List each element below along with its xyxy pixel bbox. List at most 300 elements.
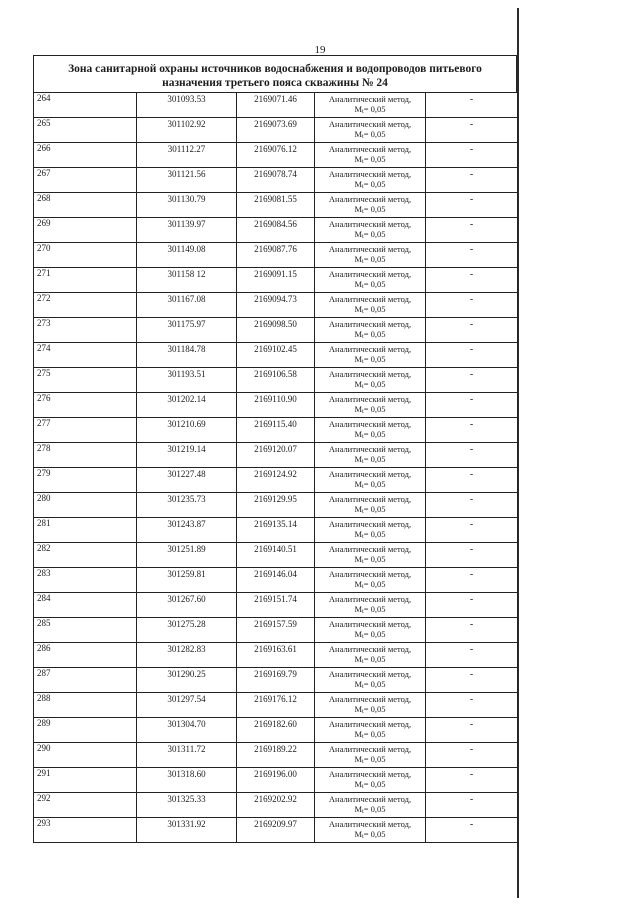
- table-row: [34, 268, 518, 293]
- accuracy-symbol: M: [354, 729, 363, 739]
- method-accuracy: [315, 104, 425, 117]
- method-name: Аналитический метод,: [328, 619, 412, 629]
- x-coordinate-cell: 301304.70: [137, 718, 237, 743]
- description-cell: -: [426, 193, 518, 218]
- method-cell: [315, 318, 426, 343]
- method-name: Аналитический метод,: [328, 694, 412, 704]
- y-coordinate-cell: 2169124.92: [237, 468, 315, 493]
- table-row: [34, 718, 518, 743]
- method-accuracy: [315, 279, 425, 292]
- method-cell: [315, 693, 426, 718]
- method-name: Аналитический метод,: [328, 594, 412, 604]
- accuracy-symbol: M: [354, 204, 363, 214]
- method-cell: [315, 343, 426, 368]
- method-name: Аналитический метод,: [328, 644, 412, 654]
- accuracy-symbol: M: [354, 579, 363, 589]
- point-number-cell: 275: [34, 368, 137, 393]
- description-cell: -: [426, 468, 518, 493]
- accuracy-subscript: t: [362, 434, 364, 440]
- table-row: [34, 143, 518, 168]
- table-row: [34, 593, 518, 618]
- method-name: Аналитический метод,: [328, 444, 412, 454]
- accuracy-value: = 0,05: [363, 404, 386, 414]
- title-line-2: назначения третьего пояса скважины № 24: [162, 77, 388, 89]
- method-name: Аналитический метод,: [328, 544, 412, 554]
- accuracy-symbol: M: [354, 704, 363, 714]
- x-coordinate-cell: 301175.97: [137, 318, 237, 343]
- description-cell: -: [426, 793, 518, 818]
- y-coordinate-cell: 2169182.60: [237, 718, 315, 743]
- y-coordinate-cell: 2169115.40: [237, 418, 315, 443]
- accuracy-value: = 0,05: [363, 279, 386, 289]
- y-coordinate-cell: 2169084.56: [237, 218, 315, 243]
- method-accuracy: [315, 579, 425, 592]
- y-coordinate-cell: 2169102.45: [237, 343, 315, 368]
- description-cell: -: [426, 593, 518, 618]
- description-cell: -: [426, 393, 518, 418]
- method-name: Аналитический метод,: [328, 819, 412, 829]
- method-name: Аналитический метод,: [328, 469, 412, 479]
- description-cell: -: [426, 268, 518, 293]
- method-accuracy: [315, 704, 425, 717]
- accuracy-value: = 0,05: [363, 454, 386, 464]
- method-cell: [315, 518, 426, 543]
- point-number-cell: 264: [34, 93, 137, 118]
- method-cell: [315, 643, 426, 668]
- accuracy-symbol: M: [354, 654, 363, 664]
- accuracy-value: = 0,05: [363, 354, 386, 364]
- method-cell: [315, 468, 426, 493]
- x-coordinate-cell: 301112.27: [137, 143, 237, 168]
- method-name: Аналитический метод,: [328, 194, 412, 204]
- y-coordinate-cell: 2169135.14: [237, 518, 315, 543]
- description-cell: -: [426, 368, 518, 393]
- method-accuracy: [315, 204, 425, 217]
- accuracy-symbol: M: [354, 404, 363, 414]
- method-cell: [315, 568, 426, 593]
- accuracy-symbol: M: [354, 479, 363, 489]
- method-cell: [315, 393, 426, 418]
- accuracy-symbol: M: [354, 129, 363, 139]
- table-row: [34, 393, 518, 418]
- description-cell: -: [426, 643, 518, 668]
- accuracy-value: = 0,05: [363, 179, 386, 189]
- accuracy-subscript: t: [362, 534, 364, 540]
- y-coordinate-cell: 2169169.79: [237, 668, 315, 693]
- table-row: [34, 193, 518, 218]
- description-cell: -: [426, 543, 518, 568]
- table-row: [34, 443, 518, 468]
- method-accuracy: [315, 604, 425, 617]
- x-coordinate-cell: 301297.54: [137, 693, 237, 718]
- method-name: Аналитический метод,: [328, 119, 412, 129]
- method-accuracy: [315, 754, 425, 767]
- accuracy-subscript: t: [362, 284, 364, 290]
- accuracy-subscript: t: [362, 784, 364, 790]
- method-accuracy: [315, 654, 425, 667]
- point-number-cell: 292: [34, 793, 137, 818]
- point-number-cell: 269: [34, 218, 137, 243]
- table-row: [34, 418, 518, 443]
- accuracy-subscript: t: [362, 709, 364, 715]
- description-cell: -: [426, 318, 518, 343]
- accuracy-subscript: t: [362, 634, 364, 640]
- coordinates-table-body: [34, 93, 518, 843]
- table-row: [34, 343, 518, 368]
- method-name: Аналитический метод,: [328, 719, 412, 729]
- y-coordinate-cell: 2169157.59: [237, 618, 315, 643]
- accuracy-symbol: M: [354, 629, 363, 639]
- point-number-cell: 284: [34, 593, 137, 618]
- method-name: Аналитический метод,: [328, 169, 412, 179]
- table-row: [34, 643, 518, 668]
- accuracy-symbol: M: [354, 779, 363, 789]
- accuracy-subscript: t: [362, 659, 364, 665]
- point-number-cell: 265: [34, 118, 137, 143]
- method-accuracy: [315, 804, 425, 817]
- y-coordinate-cell: 2169076.12: [237, 143, 315, 168]
- accuracy-value: = 0,05: [363, 804, 386, 814]
- point-number-cell: 281: [34, 518, 137, 543]
- accuracy-subscript: t: [362, 109, 364, 115]
- table-row: [34, 468, 518, 493]
- accuracy-symbol: M: [354, 829, 363, 839]
- y-coordinate-cell: 2169120.07: [237, 443, 315, 468]
- y-coordinate-cell: 2169176.12: [237, 693, 315, 718]
- accuracy-subscript: t: [362, 834, 364, 840]
- accuracy-value: = 0,05: [363, 329, 386, 339]
- table-row: [34, 93, 518, 118]
- accuracy-subscript: t: [362, 334, 364, 340]
- table-title: [33, 55, 517, 92]
- accuracy-symbol: M: [354, 379, 363, 389]
- accuracy-value: = 0,05: [363, 729, 386, 739]
- method-accuracy: [315, 729, 425, 742]
- table-row: [34, 668, 518, 693]
- accuracy-subscript: t: [362, 359, 364, 365]
- y-coordinate-cell: 2169202.92: [237, 793, 315, 818]
- point-number-cell: 291: [34, 768, 137, 793]
- x-coordinate-cell: 301311.72: [137, 743, 237, 768]
- y-coordinate-cell: 2169106.58: [237, 368, 315, 393]
- coordinates-table: [33, 92, 518, 843]
- table-row: [34, 693, 518, 718]
- method-cell: [315, 443, 426, 468]
- point-number-cell: 282: [34, 543, 137, 568]
- accuracy-symbol: M: [354, 754, 363, 764]
- method-accuracy: [315, 354, 425, 367]
- method-cell: [315, 218, 426, 243]
- point-number-cell: 286: [34, 643, 137, 668]
- accuracy-symbol: M: [354, 329, 363, 339]
- accuracy-subscript: t: [362, 134, 364, 140]
- y-coordinate-cell: 2169196.00: [237, 768, 315, 793]
- x-coordinate-cell: 301282.83: [137, 643, 237, 668]
- method-accuracy: [315, 779, 425, 792]
- method-cell: [315, 768, 426, 793]
- point-number-cell: 271: [34, 268, 137, 293]
- accuracy-subscript: t: [362, 734, 364, 740]
- method-cell: [315, 268, 426, 293]
- point-number-cell: 283: [34, 568, 137, 593]
- point-number-cell: 287: [34, 668, 137, 693]
- description-cell: -: [426, 718, 518, 743]
- method-cell: [315, 593, 426, 618]
- y-coordinate-cell: 2169189.22: [237, 743, 315, 768]
- accuracy-subscript: t: [362, 609, 364, 615]
- accuracy-symbol: M: [354, 804, 363, 814]
- x-coordinate-cell: 301202.14: [137, 393, 237, 418]
- method-name: Аналитический метод,: [328, 494, 412, 504]
- x-coordinate-cell: 301102.92: [137, 118, 237, 143]
- x-coordinate-cell: 301219.14: [137, 443, 237, 468]
- accuracy-value: = 0,05: [363, 829, 386, 839]
- method-name: Аналитический метод,: [328, 319, 412, 329]
- point-number-cell: 277: [34, 418, 137, 443]
- table-row: [34, 793, 518, 818]
- description-cell: -: [426, 518, 518, 543]
- y-coordinate-cell: 2169078.74: [237, 168, 315, 193]
- point-number-cell: 290: [34, 743, 137, 768]
- y-coordinate-cell: 2169094.73: [237, 293, 315, 318]
- accuracy-symbol: M: [354, 304, 363, 314]
- method-name: Аналитический метод,: [328, 419, 412, 429]
- accuracy-value: = 0,05: [363, 104, 386, 114]
- method-cell: [315, 368, 426, 393]
- method-accuracy: [315, 479, 425, 492]
- x-coordinate-cell: 301158 12: [137, 268, 237, 293]
- description-cell: -: [426, 693, 518, 718]
- table-row: [34, 493, 518, 518]
- accuracy-symbol: M: [354, 104, 363, 114]
- y-coordinate-cell: 2169129.95: [237, 493, 315, 518]
- x-coordinate-cell: 301139.97: [137, 218, 237, 243]
- method-cell: [315, 493, 426, 518]
- x-coordinate-cell: 301331.92: [137, 818, 237, 843]
- x-coordinate-cell: 301210.69: [137, 418, 237, 443]
- x-coordinate-cell: 301251.89: [137, 543, 237, 568]
- accuracy-value: = 0,05: [363, 479, 386, 489]
- accuracy-subscript: t: [362, 409, 364, 415]
- accuracy-value: = 0,05: [363, 629, 386, 639]
- point-number-cell: 273: [34, 318, 137, 343]
- accuracy-value: = 0,05: [363, 229, 386, 239]
- table-row: [34, 568, 518, 593]
- y-coordinate-cell: 2169146.04: [237, 568, 315, 593]
- method-name: Аналитический метод,: [328, 244, 412, 254]
- method-cell: [315, 118, 426, 143]
- accuracy-value: = 0,05: [363, 654, 386, 664]
- method-accuracy: [315, 329, 425, 342]
- method-name: Аналитический метод,: [328, 219, 412, 229]
- method-name: Аналитический метод,: [328, 744, 412, 754]
- accuracy-symbol: M: [354, 279, 363, 289]
- accuracy-value: = 0,05: [363, 429, 386, 439]
- method-cell: [315, 743, 426, 768]
- description-cell: -: [426, 443, 518, 468]
- method-accuracy: [315, 679, 425, 692]
- accuracy-value: = 0,05: [363, 754, 386, 764]
- method-accuracy: [315, 454, 425, 467]
- description-cell: -: [426, 618, 518, 643]
- point-number-cell: 288: [34, 693, 137, 718]
- title-line-1: Зона санитарной охраны источников водоснабжения и водопроводов питьевого: [68, 63, 482, 75]
- table-row: [34, 818, 518, 843]
- y-coordinate-cell: 2169081.55: [237, 193, 315, 218]
- point-number-cell: 267: [34, 168, 137, 193]
- table-row: [34, 618, 518, 643]
- accuracy-symbol: M: [354, 554, 363, 564]
- method-accuracy: [315, 429, 425, 442]
- document-sheet: [33, 55, 517, 843]
- accuracy-value: = 0,05: [363, 304, 386, 314]
- method-accuracy: [315, 629, 425, 642]
- x-coordinate-cell: 301275.28: [137, 618, 237, 643]
- y-coordinate-cell: 2169091.15: [237, 268, 315, 293]
- accuracy-subscript: t: [362, 159, 364, 165]
- method-accuracy: [315, 829, 425, 842]
- point-number-cell: 270: [34, 243, 137, 268]
- accuracy-subscript: t: [362, 584, 364, 590]
- description-cell: -: [426, 218, 518, 243]
- accuracy-value: = 0,05: [363, 204, 386, 214]
- x-coordinate-cell: 301193.51: [137, 368, 237, 393]
- description-cell: -: [426, 93, 518, 118]
- table-row: [34, 168, 518, 193]
- accuracy-value: = 0,05: [363, 554, 386, 564]
- point-number-cell: 266: [34, 143, 137, 168]
- x-coordinate-cell: 301167.08: [137, 293, 237, 318]
- y-coordinate-cell: 2169140.51: [237, 543, 315, 568]
- method-cell: [315, 293, 426, 318]
- method-cell: [315, 93, 426, 118]
- accuracy-subscript: t: [362, 259, 364, 265]
- method-cell: [315, 543, 426, 568]
- description-cell: -: [426, 493, 518, 518]
- accuracy-value: = 0,05: [363, 154, 386, 164]
- x-coordinate-cell: 301267.60: [137, 593, 237, 618]
- accuracy-subscript: t: [362, 209, 364, 215]
- point-number-cell: 274: [34, 343, 137, 368]
- accuracy-subscript: t: [362, 184, 364, 190]
- table-row: [34, 118, 518, 143]
- method-accuracy: [315, 304, 425, 317]
- x-coordinate-cell: 301235.73: [137, 493, 237, 518]
- method-cell: [315, 818, 426, 843]
- accuracy-symbol: M: [354, 454, 363, 464]
- description-cell: -: [426, 568, 518, 593]
- method-name: Аналитический метод,: [328, 294, 412, 304]
- y-coordinate-cell: 2169073.69: [237, 118, 315, 143]
- accuracy-symbol: M: [354, 504, 363, 514]
- x-coordinate-cell: 301318.60: [137, 768, 237, 793]
- description-cell: -: [426, 168, 518, 193]
- point-number-cell: 276: [34, 393, 137, 418]
- method-name: Аналитический метод,: [328, 94, 412, 104]
- accuracy-symbol: M: [354, 229, 363, 239]
- accuracy-value: = 0,05: [363, 529, 386, 539]
- method-accuracy: [315, 254, 425, 267]
- accuracy-value: = 0,05: [363, 504, 386, 514]
- method-accuracy: [315, 129, 425, 142]
- accuracy-symbol: M: [354, 254, 363, 264]
- y-coordinate-cell: 2169110.90: [237, 393, 315, 418]
- method-name: Аналитический метод,: [328, 369, 412, 379]
- description-cell: -: [426, 768, 518, 793]
- table-row: [34, 318, 518, 343]
- description-cell: -: [426, 418, 518, 443]
- y-coordinate-cell: 2169209.97: [237, 818, 315, 843]
- method-name: Аналитический метод,: [328, 669, 412, 679]
- table-row: [34, 543, 518, 568]
- method-cell: [315, 668, 426, 693]
- description-cell: -: [426, 743, 518, 768]
- accuracy-subscript: t: [362, 309, 364, 315]
- table-row: [34, 768, 518, 793]
- method-cell: [315, 618, 426, 643]
- method-accuracy: [315, 154, 425, 167]
- x-coordinate-cell: 301093.53: [137, 93, 237, 118]
- method-accuracy: [315, 404, 425, 417]
- table-row: [34, 243, 518, 268]
- description-cell: -: [426, 668, 518, 693]
- method-name: Аналитический метод,: [328, 569, 412, 579]
- method-accuracy: [315, 504, 425, 517]
- accuracy-value: = 0,05: [363, 679, 386, 689]
- table-row: [34, 368, 518, 393]
- description-cell: -: [426, 243, 518, 268]
- x-coordinate-cell: 301259.81: [137, 568, 237, 593]
- y-coordinate-cell: 2169071.46: [237, 93, 315, 118]
- method-cell: [315, 718, 426, 743]
- accuracy-value: = 0,05: [363, 379, 386, 389]
- accuracy-value: = 0,05: [363, 579, 386, 589]
- description-cell: -: [426, 343, 518, 368]
- description-cell: -: [426, 143, 518, 168]
- accuracy-symbol: M: [354, 429, 363, 439]
- method-name: Аналитический метод,: [328, 769, 412, 779]
- accuracy-subscript: t: [362, 559, 364, 565]
- x-coordinate-cell: 301325.33: [137, 793, 237, 818]
- method-name: Аналитический метод,: [328, 519, 412, 529]
- method-name: Аналитический метод,: [328, 794, 412, 804]
- accuracy-symbol: M: [354, 604, 363, 614]
- accuracy-value: = 0,05: [363, 129, 386, 139]
- description-cell: -: [426, 818, 518, 843]
- accuracy-subscript: t: [362, 234, 364, 240]
- accuracy-subscript: t: [362, 509, 364, 515]
- method-name: Аналитический метод,: [328, 394, 412, 404]
- method-name: Аналитический метод,: [328, 344, 412, 354]
- method-cell: [315, 143, 426, 168]
- method-accuracy: [315, 229, 425, 242]
- point-number-cell: 278: [34, 443, 137, 468]
- accuracy-symbol: M: [354, 679, 363, 689]
- accuracy-symbol: M: [354, 179, 363, 189]
- point-number-cell: 289: [34, 718, 137, 743]
- accuracy-subscript: t: [362, 809, 364, 815]
- y-coordinate-cell: 2169163.61: [237, 643, 315, 668]
- point-number-cell: 293: [34, 818, 137, 843]
- point-number-cell: 272: [34, 293, 137, 318]
- table-row: [34, 293, 518, 318]
- accuracy-subscript: t: [362, 684, 364, 690]
- x-coordinate-cell: 301121.56: [137, 168, 237, 193]
- method-cell: [315, 193, 426, 218]
- accuracy-subscript: t: [362, 459, 364, 465]
- y-coordinate-cell: 2169151.74: [237, 593, 315, 618]
- accuracy-value: = 0,05: [363, 604, 386, 614]
